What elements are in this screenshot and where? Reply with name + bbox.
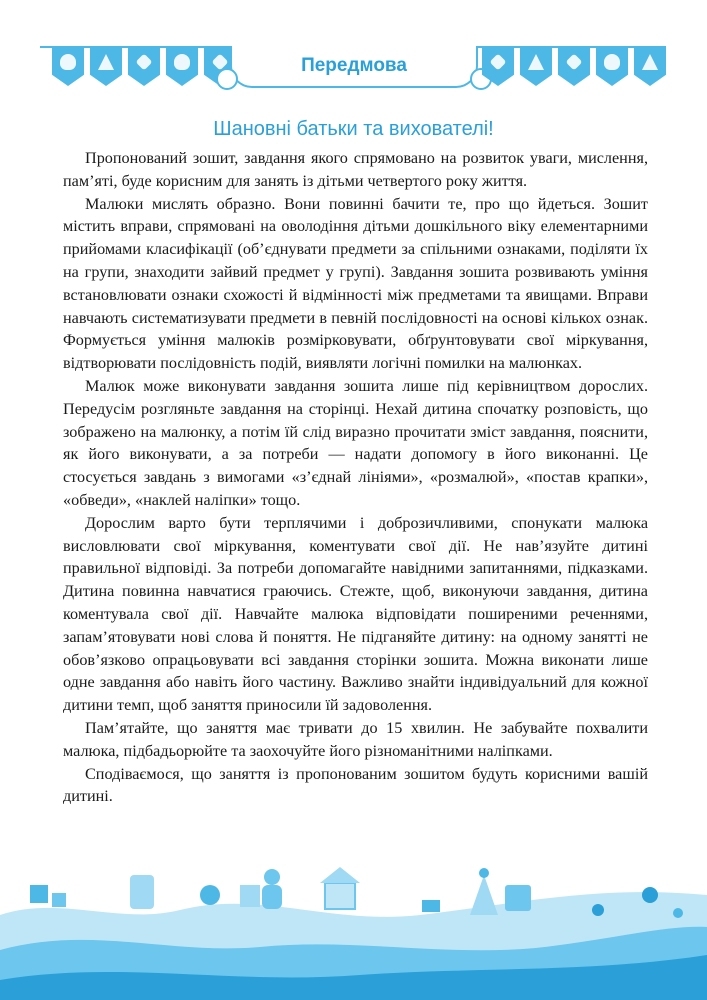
hat-icon bbox=[52, 46, 84, 86]
paragraph: Малюки мислять образно. Вони повинні бачити те, про що йдеться. Зошит містить вправи, спрямовані на оволодіння дітьми дошкільного віку елементарними прийомами класифікації (об’єднувати предмети за спільними ознаками, поділяти їх на групи, знаходити зайвий предмет у групі). Завдання зошита розвивають уміння встановлювати ознаки схожості й відмінності між предметами та явищами. Вправи навчають систематизувати предмети в певній послідовності на основі кількох ознак. Формується уміння малюків розмірковувати, обґрунтовувати свої міркування, відтворювати послідовність подій, виявляти логічні помилки на малюнках. bbox=[63, 194, 648, 373]
paragraph: Сподіваємося, що заняття із пропонованим зошитом будуть корисними вашій дитині. bbox=[63, 764, 648, 806]
house-block-icon bbox=[325, 883, 355, 909]
ball-icon bbox=[200, 885, 220, 905]
section-title-tab bbox=[230, 46, 478, 88]
page-heading: Шановні батьки та вихователі! bbox=[213, 118, 494, 140]
bunny-body-icon bbox=[262, 885, 282, 909]
paragraph: Малюк може виконувати завдання зошита лише під керівництвом дорослих. Передусім розгляньте завдання на сторінці. Нехай дитина спочатку розповість, що зображено на малюнку, а потім їй слід виразно прочитати зміст завдання, пояснити, як його виконувати, а за потреби — надати допомогу в його виконанні. Це стосується завдань з вимогами «з’єднай лініями», «розмалюй», «постав крапки», «обведи», «наклей наліпки» тощо. bbox=[63, 376, 648, 509]
paragraph: Пам’ятайте, що заняття має тривати до 15 хвилин. Не забувайте похвалити малюка, підбадьорюйте та заохочуйте його різноманітними наліпками. bbox=[63, 718, 648, 760]
flower-icon bbox=[558, 46, 590, 86]
tree-icon bbox=[634, 46, 666, 86]
footer-illustration bbox=[0, 855, 707, 1000]
bell-icon bbox=[596, 46, 628, 86]
paragraph: Дорослим варто бути терплячими і доброзичливими, спонукати малюка висловлювати свої міркування, коментувати свої дії. Не нав’язуйте дитині правильної відповіді. За потреби допомагайте навідними запитаннями, підказками. Дитина повинна навчатися граючись. Стежте, щоб, виконуючи завдання, дитина коментувала свої дії. Навчайте малюка відповідати поширеними реченнями, запам’ятовувати нові слова й поняття. Не підганяйте дитину: на одному занятті не обов’язково опрацьовувати всі завдання сторінки зошита. Можна виконати лише одне завдання або навіть його частину. Важливо знайти індивідуальний для кожної дитини темп, щоб заняття приносили їй задоволення. bbox=[63, 513, 648, 715]
bunting-right bbox=[482, 46, 666, 90]
robot-icon bbox=[505, 885, 531, 911]
section-title: Передмова bbox=[301, 55, 407, 76]
block-icon bbox=[52, 893, 66, 907]
roof-icon bbox=[320, 867, 360, 883]
preface-text bbox=[63, 147, 648, 808]
flower-icon bbox=[128, 46, 160, 86]
bunting-left bbox=[52, 46, 236, 90]
cake-icon bbox=[166, 46, 198, 86]
cubes-icon bbox=[240, 885, 260, 907]
paragraph: Пропонований зошит, завдання якого спрямовано на розвиток уваги, мислення, пам’яті, буде корисним для занять із дітьми четвертого року життя. bbox=[63, 149, 648, 190]
block-icon bbox=[30, 885, 48, 903]
block-icon bbox=[422, 900, 440, 912]
box-icon bbox=[482, 46, 514, 86]
pyramid-top-icon bbox=[479, 868, 489, 878]
bunny-icon bbox=[264, 869, 280, 885]
tree-icon bbox=[520, 46, 552, 86]
flower-icon bbox=[673, 908, 683, 918]
tree-icon bbox=[90, 46, 122, 86]
pyramid-toy-icon bbox=[470, 875, 498, 915]
puzzle-icon bbox=[130, 875, 154, 909]
flower-icon bbox=[592, 904, 604, 916]
flower-icon bbox=[642, 887, 658, 903]
header-banner bbox=[0, 0, 707, 110]
